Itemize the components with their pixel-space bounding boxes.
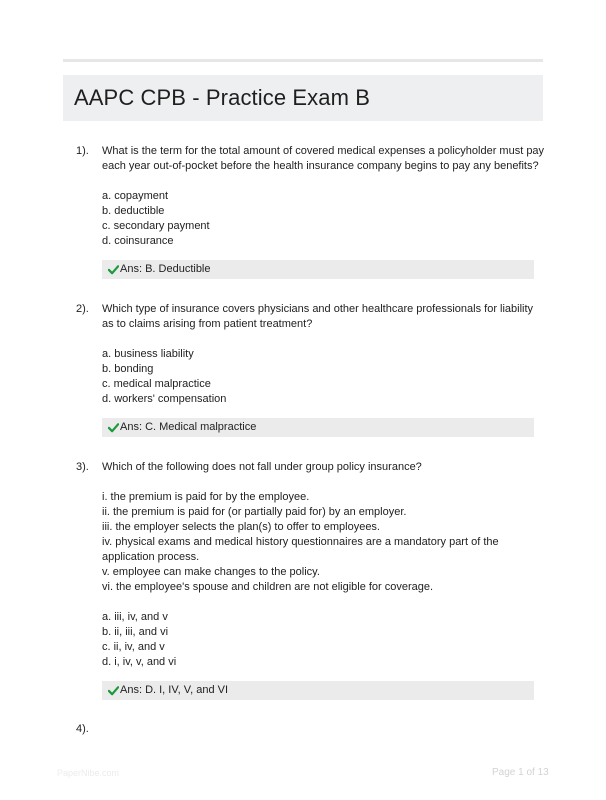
option: d. coinsurance [102, 235, 174, 247]
statement: i. the premium is paid for by the employee. [102, 491, 310, 503]
statement: ii. the premium is paid for (or partially paid for) by an employer. [102, 506, 407, 518]
question-text: as to claims arising from patient treatment? [102, 318, 313, 330]
option: a. copayment [102, 190, 169, 202]
answer-box [102, 418, 534, 437]
option: c. ii, iv, and v [102, 641, 165, 653]
statement: vi. the employee's spouse and children are not eligible for coverage. [102, 581, 434, 593]
option: b. bonding [102, 363, 154, 375]
statement: v. employee can make changes to the policy. [102, 566, 320, 578]
answer-text: Ans: D. I, IV, V, and VI [120, 684, 229, 696]
question-text: Which type of insurance covers physicians and other healthcare professionals for liability [102, 303, 534, 315]
page-title: AAPC CPB - Practice Exam B [74, 85, 371, 110]
answer-text: Ans: C. Medical malpractice [120, 421, 257, 433]
check-icon [108, 422, 119, 433]
question-text: Which of the following does not fall under group policy insurance? [102, 461, 422, 473]
title-banner [63, 75, 543, 121]
check-icon [108, 685, 119, 696]
question-number: 4). [76, 723, 89, 735]
question-number: 1). [76, 145, 89, 157]
option: c. medical malpractice [102, 378, 211, 390]
question-text: each year out-of-pocket before the health insurance company begins to pay any benefits? [102, 160, 539, 172]
option: c. secondary payment [102, 220, 210, 232]
page-indicator: Page 1 of 13 [492, 767, 549, 778]
question-text: What is the term for the total amount of covered medical expenses a policyholder must pay [102, 145, 545, 157]
statement: application process. [102, 551, 200, 563]
top-divider [63, 59, 543, 62]
option: b. ii, iii, and vi [102, 626, 169, 638]
option: b. deductible [102, 205, 165, 217]
option: d. i, iv, v, and vi [102, 656, 177, 668]
check-icon [108, 264, 119, 275]
option: d. workers' compensation [102, 393, 227, 405]
statement: iv. physical exams and medical history questionnaires are a mandatory part of the [102, 536, 499, 548]
answer-box [102, 260, 534, 279]
statement: iii. the employer selects the plan(s) to offer to employees. [102, 521, 380, 533]
option: a. business liability [102, 348, 194, 360]
option: a. iii, iv, and v [102, 611, 168, 623]
question-number: 2). [76, 303, 89, 315]
answer-box [102, 681, 534, 700]
answer-text: Ans: B. Deductible [120, 263, 211, 275]
question-number: 3). [76, 461, 89, 473]
watermark-text: PaperNibe.com [57, 768, 120, 778]
